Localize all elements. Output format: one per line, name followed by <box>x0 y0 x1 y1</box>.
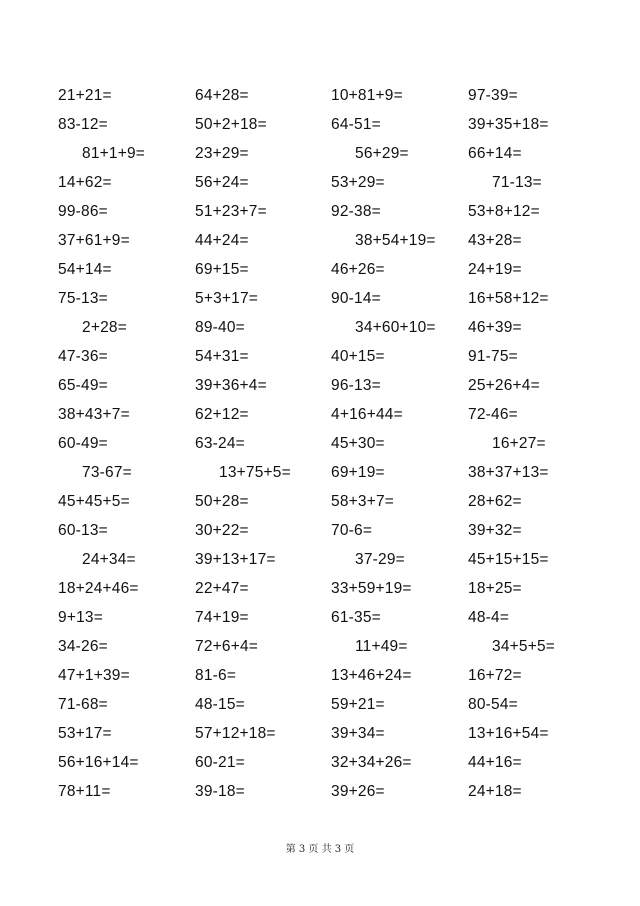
math-problem: 39+13+17= <box>195 551 276 568</box>
problem-row <box>0 579 640 608</box>
math-problem: 44+16= <box>468 754 522 771</box>
math-problem: 4+16+44= <box>331 406 403 423</box>
math-problem: 50+2+18= <box>195 116 267 133</box>
problem-row <box>0 115 640 144</box>
math-problem: 65-49= <box>58 377 108 394</box>
problem-row <box>0 318 640 347</box>
math-problem: 69+15= <box>195 261 249 278</box>
math-problem: 70-6= <box>331 522 373 539</box>
math-problem: 33+59+19= <box>331 580 412 597</box>
math-problem: 63-24= <box>195 435 245 452</box>
math-problem: 54+14= <box>58 261 112 278</box>
math-problem: 39-18= <box>195 783 245 800</box>
math-problem: 72+6+4= <box>195 638 259 655</box>
problem-row <box>0 753 640 782</box>
math-problem: 89-40= <box>195 319 245 336</box>
math-problem: 30+22= <box>195 522 249 539</box>
math-problem: 45+45+5= <box>58 493 130 510</box>
math-problem: 39+26= <box>331 783 385 800</box>
math-problem: 23+29= <box>195 145 249 162</box>
math-problem: 92-38= <box>331 203 381 220</box>
problem-row <box>0 376 640 405</box>
math-problem: 50+28= <box>195 493 249 510</box>
math-problem: 56+24= <box>195 174 249 191</box>
math-problem: 9+13= <box>58 609 103 626</box>
math-problem: 60-13= <box>58 522 108 539</box>
math-problem: 39+32= <box>468 522 522 539</box>
math-problem: 53+8+12= <box>468 203 540 220</box>
math-problem: 38+37+13= <box>468 464 549 481</box>
math-problem: 24+34= <box>82 551 136 568</box>
math-problem: 96-13= <box>331 377 381 394</box>
math-problem: 57+12+18= <box>195 725 276 742</box>
math-problem: 46+39= <box>468 319 522 336</box>
math-problem: 38+54+19= <box>355 232 436 249</box>
math-problem: 18+25= <box>468 580 522 597</box>
math-problem: 45+15+15= <box>468 551 549 568</box>
problem-row <box>0 608 640 637</box>
problem-row <box>0 782 640 811</box>
math-problem: 34+5+5= <box>492 638 556 655</box>
problem-row <box>0 144 640 173</box>
problem-row <box>0 347 640 376</box>
math-problem: 25+26+4= <box>468 377 540 394</box>
math-problem: 37+61+9= <box>58 232 130 249</box>
math-problem: 13+16+54= <box>468 725 549 742</box>
math-problem: 16+58+12= <box>468 290 549 307</box>
math-problem: 81+1+9= <box>82 145 146 162</box>
math-problem: 58+3+7= <box>331 493 395 510</box>
math-problem: 32+34+26= <box>331 754 412 771</box>
problem-row <box>0 289 640 318</box>
math-problem: 54+31= <box>195 348 249 365</box>
math-problem: 71-68= <box>58 696 108 713</box>
math-problem: 46+26= <box>331 261 385 278</box>
math-problem: 62+12= <box>195 406 249 423</box>
math-problem: 53+29= <box>331 174 385 191</box>
math-problem: 75-13= <box>58 290 108 307</box>
problem-row <box>0 463 640 492</box>
math-problem: 64-51= <box>331 116 381 133</box>
math-problem: 34+60+10= <box>355 319 436 336</box>
math-problem: 90-14= <box>331 290 381 307</box>
problem-row <box>0 173 640 202</box>
math-problem: 48-4= <box>468 609 510 626</box>
math-problem: 91-75= <box>468 348 518 365</box>
math-problem: 56+29= <box>355 145 409 162</box>
math-problem: 40+15= <box>331 348 385 365</box>
math-problem: 21+21= <box>58 87 112 104</box>
problem-row <box>0 724 640 753</box>
problem-row <box>0 492 640 521</box>
math-problem: 13+46+24= <box>331 667 412 684</box>
problem-row <box>0 260 640 289</box>
math-problem: 64+28= <box>195 87 249 104</box>
math-problem: 81-6= <box>195 667 237 684</box>
math-problem: 53+17= <box>58 725 112 742</box>
problem-row <box>0 405 640 434</box>
problem-row <box>0 231 640 260</box>
math-problem: 69+19= <box>331 464 385 481</box>
math-problem: 59+21= <box>331 696 385 713</box>
math-problem: 47+1+39= <box>58 667 130 684</box>
math-problem: 13+75+5= <box>219 464 291 481</box>
math-problem: 71-13= <box>492 174 542 191</box>
problem-row <box>0 434 640 463</box>
math-problem: 47-36= <box>58 348 108 365</box>
arithmetic-problem-grid <box>0 86 640 811</box>
math-problem: 56+16+14= <box>58 754 139 771</box>
math-problem: 39+35+18= <box>468 116 549 133</box>
math-problem: 78+11= <box>58 783 111 800</box>
math-problem: 38+43+7= <box>58 406 130 423</box>
math-problem: 5+3+17= <box>195 290 259 307</box>
math-problem: 74+19= <box>195 609 249 626</box>
problem-row <box>0 666 640 695</box>
math-problem: 28+62= <box>468 493 522 510</box>
math-problem: 66+14= <box>468 145 522 162</box>
math-problem: 11+49= <box>355 638 408 655</box>
math-problem: 61-35= <box>331 609 381 626</box>
math-problem: 72-46= <box>468 406 518 423</box>
math-problem: 14+62= <box>58 174 112 191</box>
math-problem: 16+72= <box>468 667 522 684</box>
math-problem: 83-12= <box>58 116 108 133</box>
math-problem: 60-49= <box>58 435 108 452</box>
math-problem: 37-29= <box>355 551 405 568</box>
math-problem: 44+24= <box>195 232 249 249</box>
math-problem: 24+19= <box>468 261 522 278</box>
math-problem: 48-15= <box>195 696 245 713</box>
math-problem: 45+30= <box>331 435 385 452</box>
math-problem: 60-21= <box>195 754 245 771</box>
page-footer: 第 3 页 共 3 页 <box>285 844 355 855</box>
problem-row <box>0 550 640 579</box>
math-problem: 80-54= <box>468 696 518 713</box>
problem-row <box>0 86 640 115</box>
math-problem: 2+28= <box>82 319 127 336</box>
math-problem: 99-86= <box>58 203 108 220</box>
math-problem: 51+23+7= <box>195 203 267 220</box>
math-problem: 22+47= <box>195 580 249 597</box>
math-problem: 18+24+46= <box>58 580 139 597</box>
math-problem: 16+27= <box>492 435 546 452</box>
math-problem: 43+28= <box>468 232 522 249</box>
problem-row <box>0 637 640 666</box>
problem-row <box>0 521 640 550</box>
math-problem: 34-26= <box>58 638 108 655</box>
math-problem: 39+36+4= <box>195 377 267 394</box>
math-problem: 10+81+9= <box>331 87 403 104</box>
math-problem: 73-67= <box>82 464 132 481</box>
problem-row <box>0 202 640 231</box>
problem-row <box>0 695 640 724</box>
math-problem: 39+34= <box>331 725 385 742</box>
math-problem: 24+18= <box>468 783 522 800</box>
math-problem: 97-39= <box>468 87 518 104</box>
